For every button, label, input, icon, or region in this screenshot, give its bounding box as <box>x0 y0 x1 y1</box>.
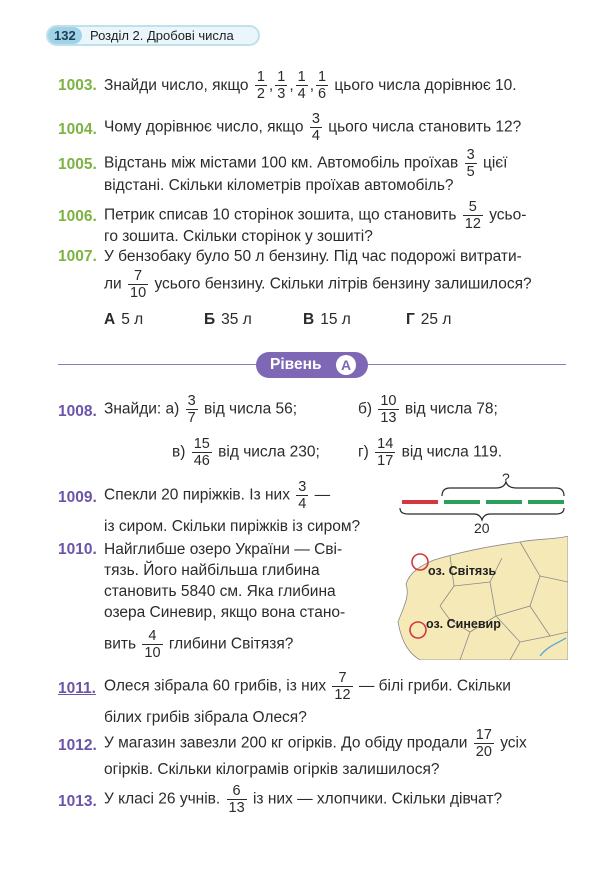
problem-text: усьо- <box>489 206 527 224</box>
problem-1011-line2: білих грибів зібрала Олеся? <box>104 709 307 726</box>
denominator: 6 <box>318 86 327 103</box>
fraction <box>465 147 477 180</box>
problem-1012-line2: огірків. Скільки кілограмів огірків залишилося? <box>104 761 440 778</box>
fraction <box>316 69 328 102</box>
fraction <box>192 436 212 469</box>
denominator: 13 <box>380 410 397 426</box>
problem-1003: Знайди число, якщо $\frac{1}{2}$ , $\frac{1}{3}$ , $\frac{1}{4}$ , $\frac{1}{6}$ цього числа дорівнює 10. <box>104 69 517 103</box>
segment-diagram <box>396 470 568 536</box>
fraction <box>310 111 322 144</box>
problem-1009 <box>104 479 330 512</box>
problem-text: Чому дорівнює число, якщо <box>104 118 304 136</box>
numerator: 3 <box>298 479 307 495</box>
item-label: а) <box>165 400 180 418</box>
level-label: Рівень <box>270 356 322 373</box>
problem-text: цього числа дорівнює 10. <box>334 77 517 94</box>
fraction <box>275 69 287 102</box>
item-label: в) <box>172 443 186 461</box>
numerator: 1 <box>277 69 286 86</box>
item-text: від числа 119. <box>401 443 503 461</box>
problem-number: 1010. <box>58 541 97 558</box>
problem-text: Олеся зібрала 60 грибів, із них <box>104 677 327 695</box>
problem-number: 1003. <box>58 77 97 94</box>
denominator: 13 <box>228 800 245 816</box>
problem-1008 <box>104 393 297 426</box>
problem-1008-b <box>358 393 498 426</box>
problem-number: 1012. <box>58 737 97 754</box>
problem-1010-last <box>104 628 293 661</box>
numerator: 1 <box>297 69 306 86</box>
problem-text: вить <box>104 635 137 653</box>
problem-number: 1004. <box>58 121 97 138</box>
map-ukraine <box>390 536 568 660</box>
numerator: 7 <box>128 268 148 285</box>
problem-1012 <box>104 727 527 760</box>
problem-text: цієї <box>482 154 508 172</box>
map-label: оз. Світязь <box>428 564 497 578</box>
denominator: 10 <box>130 285 147 301</box>
problem-1010-line: становить 5840 см. Яка глибина <box>104 583 336 600</box>
problem-text: Знайди: <box>104 400 162 418</box>
fraction <box>255 69 267 102</box>
item-text: від числа 230; <box>218 443 320 461</box>
problem-1004 <box>104 111 521 144</box>
problem-text: ли <box>104 275 122 293</box>
problem-1007: У бензобаку було 50 л бензину. Під час подорожі витрати- <box>104 248 522 265</box>
problem-text: Відстань між містами 100 км. Автомобіль проїхав <box>104 154 459 172</box>
problem-text: усього бензину. Скільки літрів бензину залишилося? <box>154 275 532 293</box>
item-label: г) <box>358 443 369 461</box>
option-value: 25 л <box>420 311 452 328</box>
problem-number: 1006. <box>58 208 97 225</box>
problem-1013 <box>104 783 502 816</box>
fraction <box>296 69 308 102</box>
fraction <box>227 783 247 816</box>
problem-1010-line: тязь. Його найбільша глибина <box>104 562 320 579</box>
denominator: 4 <box>297 86 306 103</box>
problem-1009-line2: із сиром. Скільки пиріжків із сиром? <box>104 518 361 535</box>
problem-1008-c <box>172 436 320 469</box>
numerator: 6 <box>227 783 247 800</box>
problem-1005-line2: відстані. Скільки кілометрів проїхав автомобіль? <box>104 177 454 194</box>
numerator: 4 <box>142 628 162 645</box>
map-label: оз. Синевир <box>426 617 501 631</box>
numerator: 7 <box>332 670 352 687</box>
fraction <box>474 727 494 760</box>
denominator: 17 <box>377 453 394 469</box>
numerator: 10 <box>380 393 397 409</box>
option-letter: А <box>104 311 116 328</box>
problem-1008-d <box>358 436 502 469</box>
problem-1011 <box>104 670 511 703</box>
denominator: 3 <box>277 86 286 103</box>
problem-1007-line2 <box>104 268 532 301</box>
item-text: від числа 78; <box>404 400 498 418</box>
fraction <box>375 436 395 469</box>
item-text: від числа 56; <box>204 400 298 418</box>
problem-text: У магазин завезли 200 кг огірків. До обіду продали <box>104 734 468 752</box>
option-value: 5 л <box>121 311 144 328</box>
problem-text: глибини Світязя? <box>168 635 294 653</box>
problem-number: 1007. <box>58 248 97 265</box>
problem-text: усіх <box>500 734 527 752</box>
problem-number: 1009. <box>58 489 97 506</box>
problem-number: 1011. <box>58 680 96 697</box>
problem-text: із них — хлопчики. Скільки дівчат? <box>252 790 503 808</box>
problem-number: 1013. <box>58 793 97 810</box>
fraction <box>296 479 308 512</box>
fraction <box>463 199 483 232</box>
denominator: 7 <box>187 410 196 426</box>
problem-1010-line: Найглибше озеро України — Сві- <box>104 541 343 558</box>
level-badge: А <box>336 355 356 375</box>
answer-option <box>204 311 252 329</box>
numerator: 3 <box>466 147 475 163</box>
problem-1006-line2: го зошита. Скільки сторінок у зошиті? <box>104 228 373 245</box>
option-value: 35 л <box>221 311 252 328</box>
problem-number: 1005. <box>58 156 97 173</box>
problem-text: — <box>314 486 331 504</box>
problem-1010-line: озера Синевир, якщо вона стано- <box>104 604 346 621</box>
denominator: 46 <box>193 453 210 469</box>
level-heading <box>256 352 368 378</box>
denominator: 20 <box>475 744 492 760</box>
option-value: 15 л <box>320 311 351 328</box>
problem-text: Спекли 20 пиріжків. Із них <box>104 486 290 504</box>
numerator: 1 <box>256 69 265 86</box>
fraction <box>128 268 148 301</box>
diagram-question: ? <box>502 470 510 486</box>
denominator: 4 <box>298 496 307 512</box>
answer-option <box>104 311 143 329</box>
denominator: 10 <box>144 645 161 661</box>
denominator: 4 <box>311 128 320 144</box>
option-letter: В <box>303 311 315 328</box>
item-label: б) <box>358 400 373 418</box>
fraction <box>332 670 352 703</box>
problem-text: цього числа становить 12? <box>328 118 522 136</box>
denominator: 5 <box>466 164 475 180</box>
problem-text: Знайди число, якщо <box>104 77 249 94</box>
diagram-total: 20 <box>474 520 490 536</box>
page-number: 132 <box>48 27 82 44</box>
fraction <box>186 393 198 426</box>
problem-number: 1008. <box>58 403 97 420</box>
fraction <box>142 628 162 661</box>
page-header <box>46 25 260 46</box>
numerator: 15 <box>193 436 210 452</box>
numerator: 14 <box>377 436 394 452</box>
numerator: 1 <box>318 69 327 86</box>
numerator: 3 <box>311 111 320 127</box>
numerator: 3 <box>187 393 196 409</box>
answer-option <box>303 311 351 329</box>
problem-text: У класі 26 учнів. <box>104 790 221 808</box>
option-letter: Б <box>204 311 216 328</box>
numerator: 17 <box>475 727 492 743</box>
bottom-brace <box>400 508 564 520</box>
fraction <box>378 393 398 426</box>
answer-option <box>406 311 451 329</box>
denominator: 12 <box>464 216 481 232</box>
option-letter: Г <box>406 311 415 328</box>
problem-text: Петрик списав 10 сторінок зошита, що становить <box>104 206 457 224</box>
numerator: 5 <box>463 199 483 216</box>
denominator: 12 <box>334 687 351 703</box>
denominator: 2 <box>256 86 265 103</box>
chapter-title: Розділ 2. Дробові числа <box>90 28 234 43</box>
problem-text: — білі гриби. Скільки <box>358 677 511 695</box>
